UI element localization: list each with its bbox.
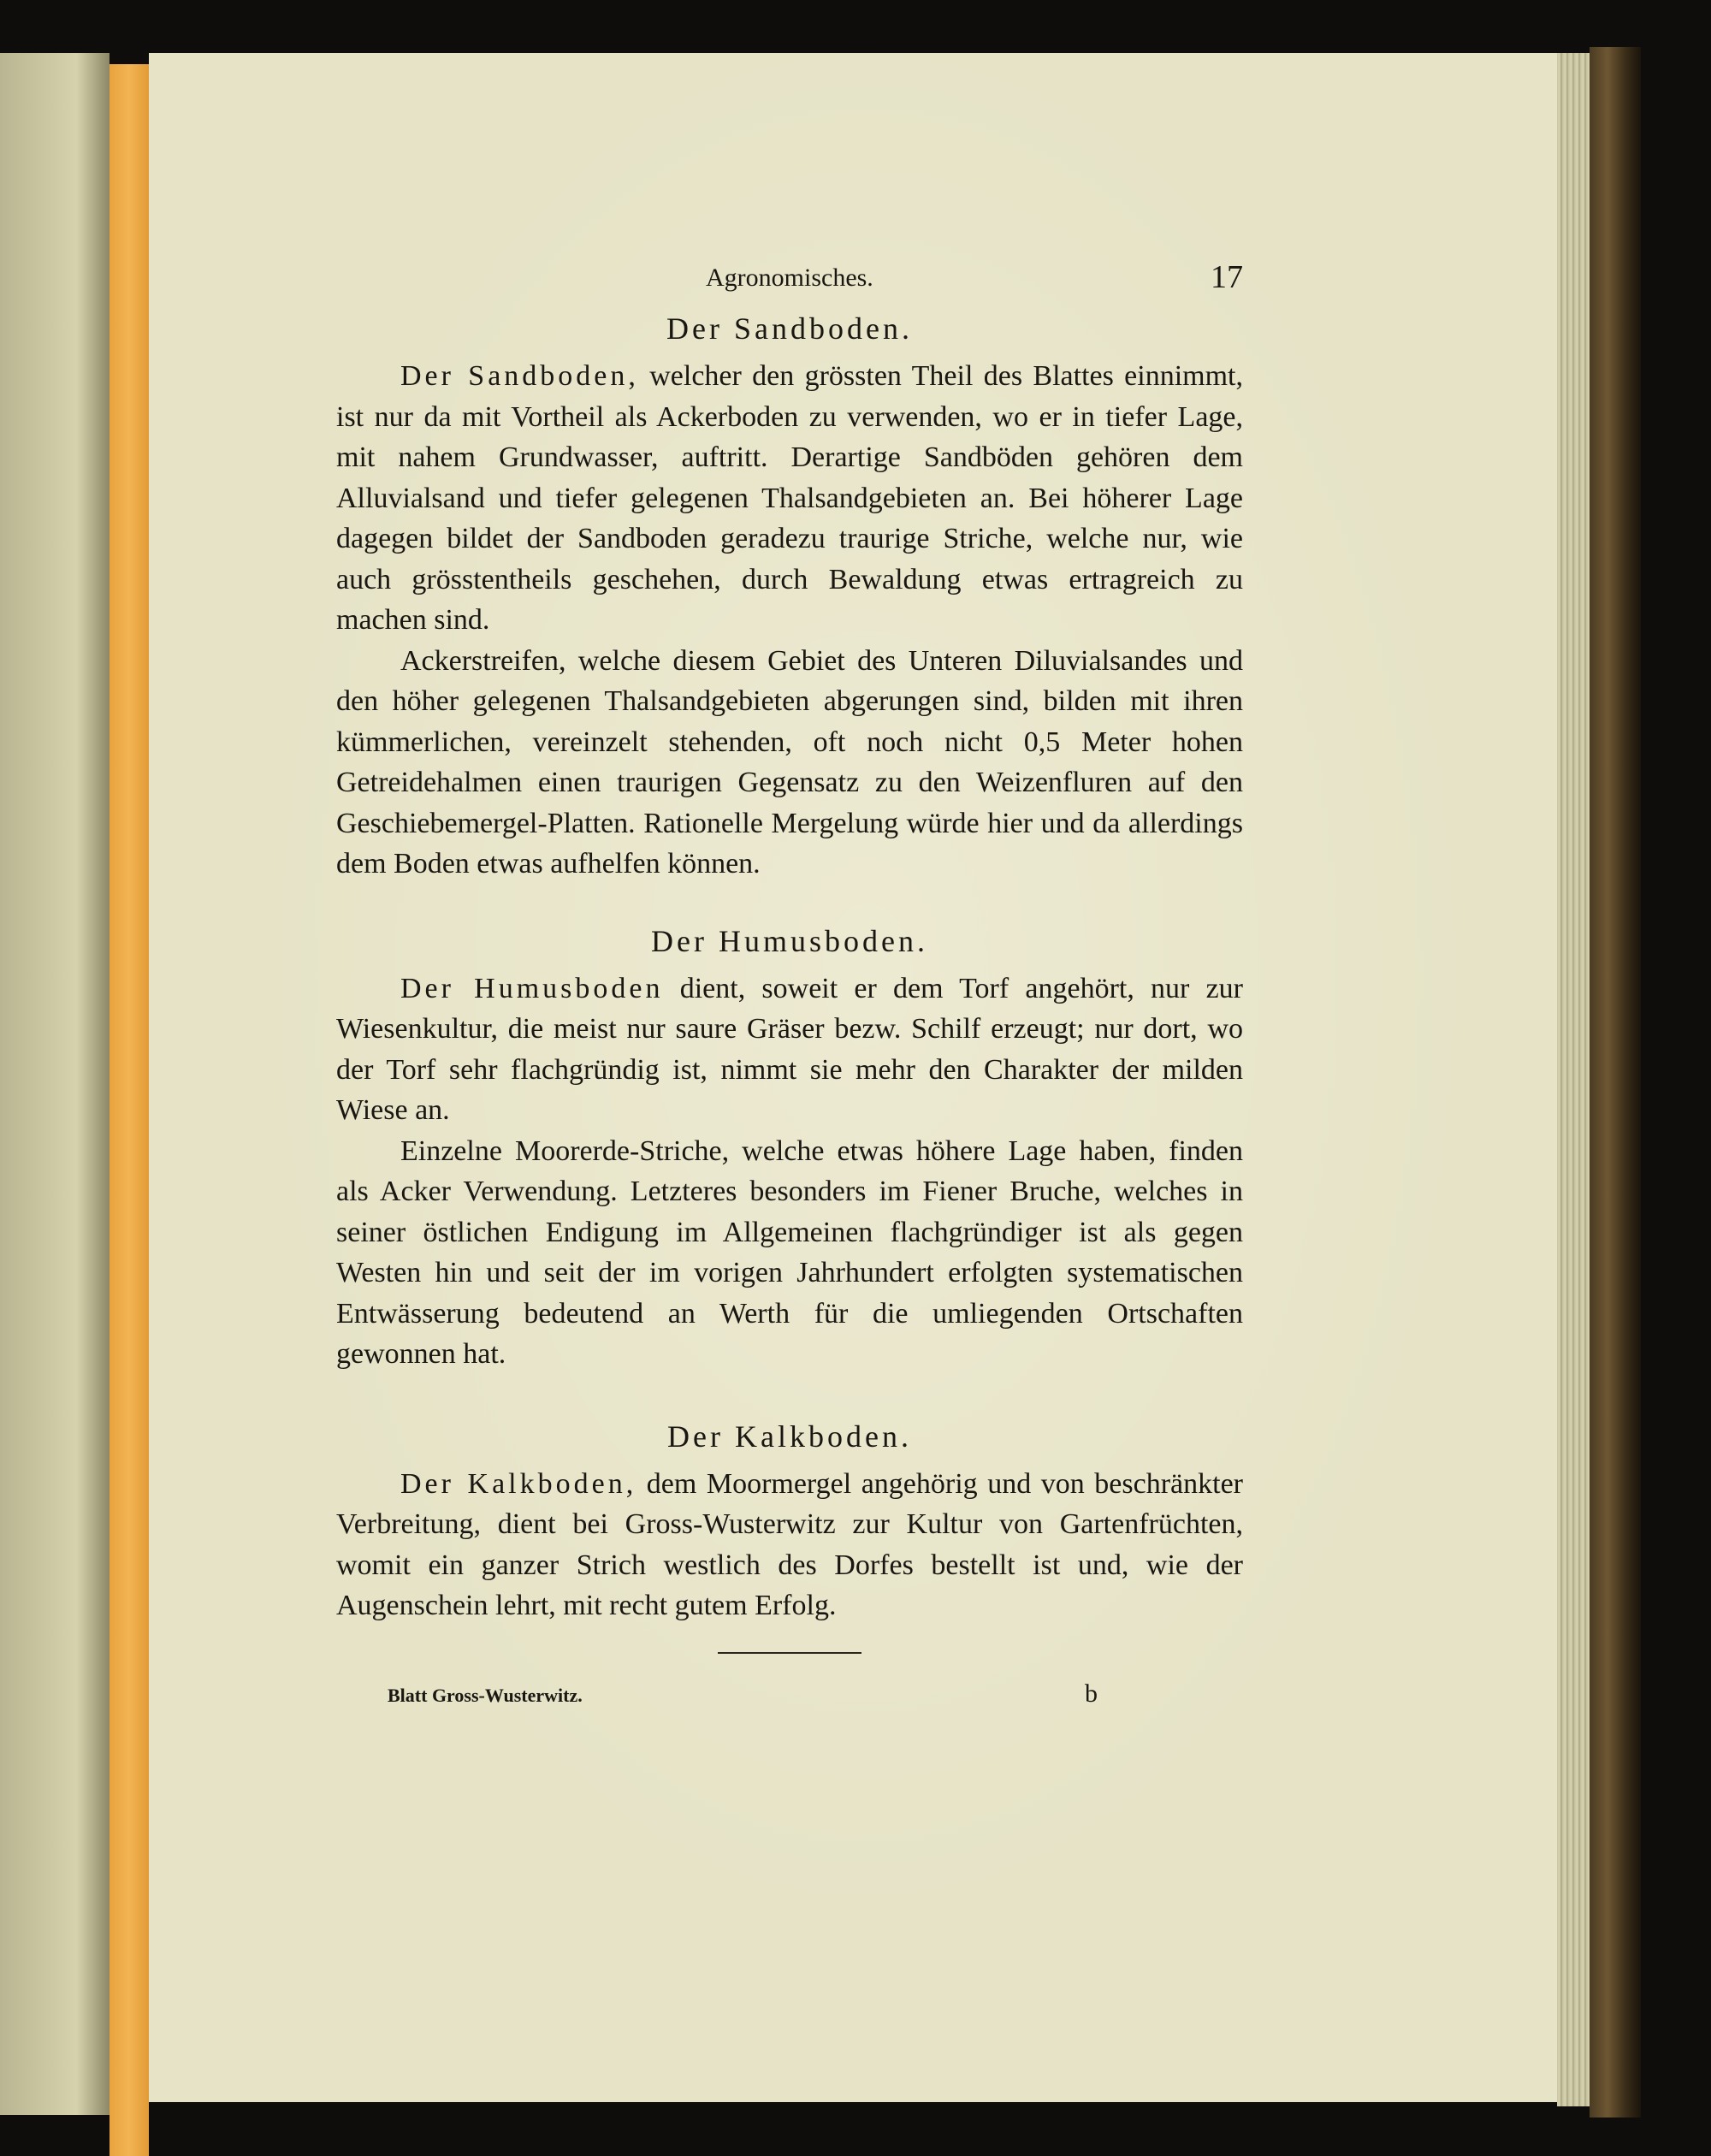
paragraph-lead: Der Humusboden xyxy=(400,972,664,1004)
paragraph-text: Einzelne Moorerde-Striche, welche etwas höhere Lage haben, finden als Acker Verwendung. Letzteres besonders im Fiener Bruche, welches in seiner östlichen Endigung im Allgemeinen flachgründiger ist als gegen Westen hin und seit der im vorigen Jahrhundert erfolgten systematischen Entwässerung bedeutend an Werth für die umliegenden Ortschaften gewonnen hat. xyxy=(336,1134,1243,1370)
section-heading-humusboden: Der Humusboden. xyxy=(651,923,928,958)
paragraph xyxy=(336,1464,1243,1626)
paragraph-text: Ackerstreifen, welche diesem Gebiet des Unteren Diluvialsandes und den höher gelegenen Thalsandgebieten abgerungen sind, bilden mit ihren kümmerlichen, vereinzelt stehenden, oft noch nicht 0,5 Meter hohen Getreidehalmen einen traurigen Gegensatz zu den Weizenfluren auf den Geschiebemergel-Platten. Rationelle Mergelung würde hier und da allerdings dem Boden etwas aufhelfen können. xyxy=(336,644,1243,880)
paragraph-text: welcher den grössten Theil des Blattes einnimmt, ist nur da mit Vortheil als Ackerboden zu verwenden, wo er in tiefer Lage, mit nahem Grundwasser, auftritt. Derartige Sandböden gehören dem Alluvialsand und tiefer gelegenen Thalsandgebieten an. Bei höherer Lage dagegen bildet der Sandboden geradezu traurige Striche, welche nur, wie auch grösstentheils geschehen, durch Bewaldung etwas ertragreich zu machen sind. xyxy=(336,360,1243,636)
paragraph xyxy=(336,1131,1243,1375)
left-facing-page xyxy=(0,53,110,2115)
section-heading-sandboden: Der Sandboden. xyxy=(666,311,913,346)
paragraph xyxy=(336,641,1243,885)
paragraph xyxy=(336,968,1243,1131)
paragraph-text: dem Moormergel angehörig und von beschränkter Verbreitung, dient bei Gross-Wusterwitz zur Kultur von Gartenfrüchten, womit ein ganzer Strich westlich des Dorfes bestellt ist und, wie der Augenschein lehrt, mit recht gutem Erfolg. xyxy=(336,1467,1243,1621)
sheet-name: Blatt Gross-Wusterwitz. xyxy=(388,1684,583,1706)
paragraph-text: dient, soweit er dem Torf angehört, nur zur Wiesenkultur, die meist nur saure Gräser bezw. Schilf erzeugt; nur dort, wo der Torf sehr flachgründig ist, nimmt sie mehr den Charakter der milden Wiese an. xyxy=(336,972,1243,1126)
closing-rule xyxy=(718,1652,861,1654)
paragraph-lead: Der Kalkboden, xyxy=(400,1467,637,1500)
section-heading-kalkboden: Der Kalkboden. xyxy=(667,1419,912,1454)
binding-strip xyxy=(110,64,149,2156)
footer xyxy=(336,1679,1243,1731)
running-title: Agronomisches. xyxy=(706,264,873,292)
paragraph xyxy=(336,356,1243,641)
text-block xyxy=(336,248,1243,1731)
book-cover-edge xyxy=(1590,47,1641,2118)
running-head xyxy=(336,248,1243,295)
page-number: 17 xyxy=(1211,259,1243,295)
signature-mark: b xyxy=(1085,1679,1098,1708)
paragraph-lead: Der Sandboden, xyxy=(400,360,639,392)
